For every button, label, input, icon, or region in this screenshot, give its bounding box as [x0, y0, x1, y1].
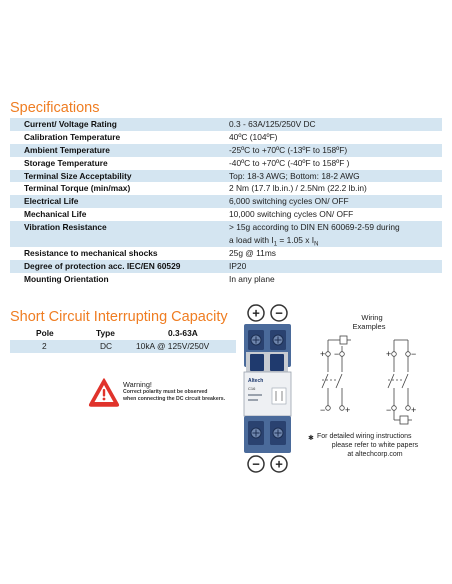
wiring-note-link[interactable]: at altechcorp.com [347, 451, 403, 458]
warning-text: when connecting the DC circuit breakers. [123, 395, 226, 402]
spec-subscript: 1 [273, 241, 278, 248]
short-circuit-header-row [10, 327, 236, 340]
spec-subscript: N [314, 241, 319, 248]
spec-value: IP20 [229, 260, 247, 271]
breaker-model: C16 [248, 386, 256, 391]
spec-row [10, 260, 442, 273]
plus-symbol: + [345, 405, 351, 415]
spec-label: Current/ Voltage Rating [24, 119, 117, 129]
toggle-lever-right [270, 354, 284, 371]
spec-label: Storage Temperature [24, 157, 108, 168]
cell-pole: 2 [42, 341, 47, 351]
load-resistor-icon [340, 336, 347, 344]
spec-value-text: = 1.05 x I [277, 235, 315, 246]
spec-value: 10,000 switching cycles ON/ OFF [229, 209, 354, 220]
spec-value: 0.3 - 63A/125/250V DC [229, 119, 316, 129]
plus-symbol: + [411, 405, 417, 415]
plus-symbol: + [386, 349, 392, 359]
spec-value: 6,000 switching cycles ON/ OFF [229, 196, 349, 207]
header-type: Type [96, 328, 115, 338]
spec-label: Degree of protection acc. IEC/EN 60529 [24, 260, 181, 271]
toggle-lever-left [250, 354, 264, 371]
circuit-breaker-image [236, 300, 298, 476]
spec-label: Resistance to mechanical shocks [24, 247, 158, 258]
wiring-note-line2: please refer to white papers [331, 442, 419, 449]
warning-title: Warning! [123, 380, 152, 389]
short-circuit-row [10, 340, 236, 353]
cell-capacity: 10kA @ 125V/250V [136, 341, 210, 351]
specifications-title: Specifications [10, 100, 100, 116]
spec-label: Vibration Resistance [24, 222, 107, 233]
spec-row [10, 118, 442, 131]
spec-row [10, 144, 442, 157]
minus-symbol: − [386, 405, 392, 415]
cell-type: DC [100, 341, 113, 351]
spec-label: Mounting Orientation [24, 273, 109, 284]
warning-icon [88, 377, 120, 407]
specifications-table [10, 118, 442, 286]
spec-row [10, 170, 442, 183]
spec-row [10, 247, 442, 260]
warning-text: Correct polarity must be observed [123, 389, 208, 395]
wiring-note-line1: For detailed wiring instructions [317, 433, 412, 440]
plus-symbol: + [275, 456, 283, 472]
header-pole: Pole [36, 328, 54, 338]
wiring-title-line1: Wiring [361, 313, 383, 322]
spec-row [10, 221, 442, 247]
minus-symbol: − [275, 305, 283, 321]
asterisk-icon: ✱ [308, 435, 314, 442]
spec-value: > 15g according to DIN EN 60069-2-59 during [229, 222, 400, 233]
minus-symbol: − [411, 349, 417, 359]
wiring-title-line2: Examples [352, 322, 386, 331]
spec-value: -40ºC to +70ºC (-40ºF to 158ºF ) [229, 157, 350, 168]
spec-label: Terminal Torque (min/max) [24, 183, 131, 194]
spec-row [10, 182, 442, 195]
spec-value: Top: 18-3 AWG; Bottom: 18-2 AWG [229, 170, 360, 181]
short-circuit-table [10, 327, 236, 353]
spec-label: Mechanical Life [24, 209, 87, 220]
breaker-diagram-box [272, 388, 286, 404]
minus-symbol: − [252, 456, 260, 472]
plus-symbol: + [252, 305, 260, 321]
plus-symbol: + [320, 349, 326, 359]
spec-label: Ambient Temperature [24, 144, 110, 155]
spec-value: -25ºC to +70ºC (-13ºF to 158ºF) [229, 144, 348, 155]
spec-row [10, 208, 442, 221]
spec-value: 2 Nm (17.7 lb.in.) / 2.5Nm (22.2 lb.in) [229, 183, 367, 194]
load-resistor-icon [400, 416, 408, 424]
spec-value-text: a load with I [229, 235, 274, 246]
minus-symbol: − [334, 349, 340, 359]
spec-label: Electrical Life [24, 196, 79, 207]
spec-row [10, 273, 442, 286]
spec-value: In any plane [229, 273, 275, 284]
spec-value: 40ºC (104ºF) [229, 131, 278, 142]
spec-row [10, 157, 442, 170]
spec-row [10, 131, 442, 144]
minus-symbol: − [320, 405, 326, 415]
spec-label: Calibration Temperature [24, 131, 121, 142]
header-capacity: 0.3-63A [168, 328, 198, 338]
short-circuit-title: Short Circuit Interrupting Capacity [10, 309, 228, 325]
spec-value: 25g @ 11ms [229, 247, 276, 258]
spec-label: Terminal Size Acceptability [24, 170, 132, 181]
wiring-examples-diagram [308, 330, 438, 430]
spec-row [10, 195, 442, 208]
breaker-brand: Altech [248, 378, 264, 384]
